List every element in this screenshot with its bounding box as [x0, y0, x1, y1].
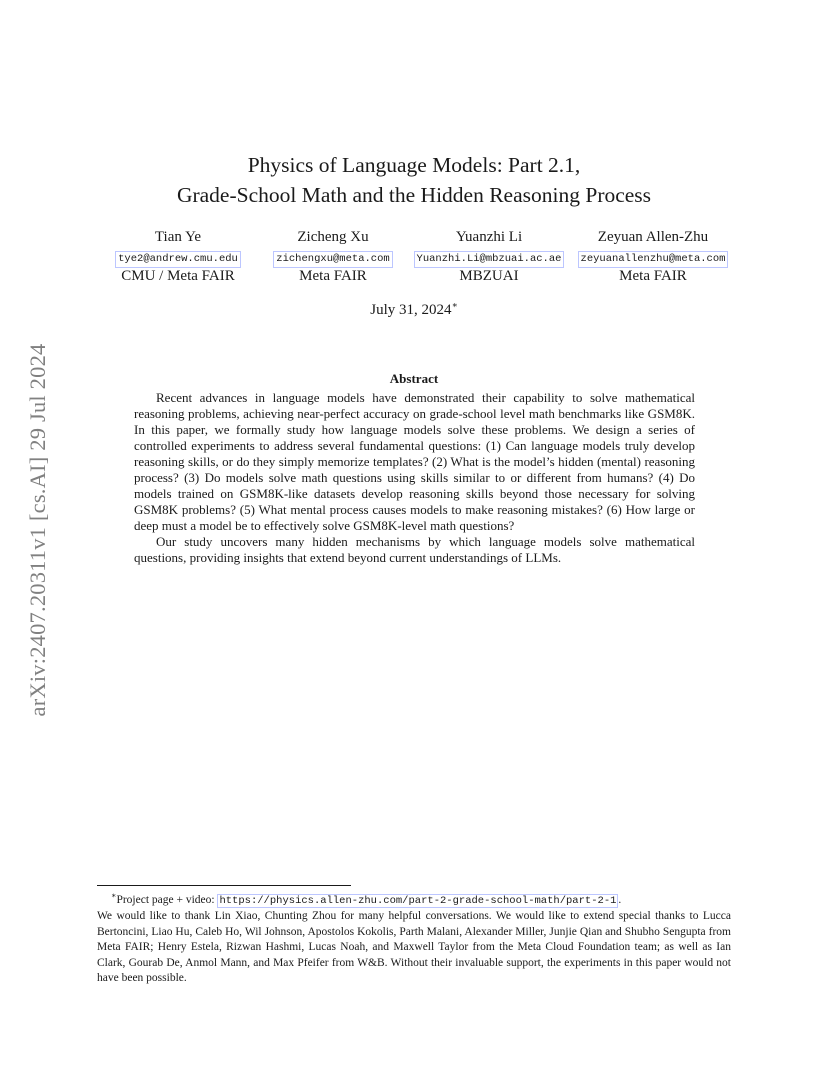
title-line-1: Physics of Language Models: Part 2.1, [247, 153, 581, 177]
footnote-divider [97, 885, 351, 886]
author-email-link[interactable]: zichengxu@meta.com [273, 251, 392, 268]
author-affiliation: CMU / Meta FAIR [121, 268, 235, 284]
abstract-paragraph: Recent advances in language models have demonstrated their capability to solve mathematical reasoning problems, achieving near-perfect accuracy on grade-school level math benchmarks like GSM8K. In this paper, we formally study how language models solve these problems. We design a series of controlled experiments to address several fundamental questions: (1) Can language models truly develop reasoning skills, or do they simply memorize templates? (2) What is the model’s hidden (mental) reasoning process? (3) Do models solve math questions using skills similar to or different from humans? (4) Do models trained on GSM8K-like datasets develop reasoning skills beyond those necessary for solving GSM8K problems? (5) What mental process causes models to make reasoning mistakes? (6) How large or deep must a model be to effectively solve GSM8K-level math questions? [134, 390, 695, 533]
date-text: July 31, 2024 [370, 302, 452, 318]
author-name: Zicheng Xu [297, 229, 369, 245]
author-email-link[interactable]: Yuanzhi.Li@mbzuai.ac.ae [414, 251, 565, 268]
author-name: Zeyuan Allen-Zhu [597, 229, 709, 245]
abstract-paragraph: Our study uncovers many hidden mechanisms by which language models solve mathematical questions, providing insights that extend beyond current understandings of LLMs. [134, 534, 695, 565]
author-name: Yuanzhi Li [455, 229, 523, 245]
date-footnote-mark[interactable]: ∗ [451, 300, 458, 310]
abstract-body [134, 390, 695, 566]
footnote-prefix: Project page + video: [116, 893, 218, 906]
abstract-heading: Abstract [389, 371, 439, 386]
author-email-link[interactable]: zeyuanallenzhu@meta.com [578, 251, 729, 268]
arxiv-identifier-stamp: arXiv:2407.20311v1 [cs.AI] 29 Jul 2024 [25, 343, 50, 717]
publication-date [0, 300, 828, 319]
acknowledgement-text: We would like to thank Lin Xiao, Chunting Zhou for many helpful conversations. We would like to extend special thanks to Lucca Bertoncini, Liao Hu, Caleb Ho, Wil Johnson, Apostolos Kokolis, Parth Malani, Alexander Miller, Junjie Qian and Shubho Sengupta from Meta FAIR; Henry Estela, Rizwan Hashmi, Lucas Noah, and Maxwell Taylor from the Meta Cloud Foundation team; as well as Ian Clark, Gourab De, Anmol Mann, and Max Pfeifer from W&B. Without their invaluable support, the experiments in this paper would not have been possible. [97, 910, 731, 985]
author-affiliation: Meta FAIR [299, 268, 367, 284]
author-affiliation: MBZUAI [459, 268, 519, 284]
author-block [553, 228, 753, 285]
paper-title [0, 150, 828, 210]
footnote-project-page [97, 888, 731, 909]
project-page-link[interactable]: https://physics.allen-zhu.com/part-2-grade-school-math/part-2-1 [219, 894, 617, 907]
author-name: Tian Ye [154, 229, 202, 245]
author-affiliation: Meta FAIR [619, 268, 687, 284]
title-line-2: Grade-School Math and the Hidden Reasoning Process [176, 183, 652, 207]
footnote-area [97, 888, 731, 987]
footnote-suffix: . [618, 893, 622, 906]
author-email-link[interactable]: tye2@andrew.cmu.edu [115, 251, 241, 268]
footnote-mark: ∗ [111, 891, 117, 900]
